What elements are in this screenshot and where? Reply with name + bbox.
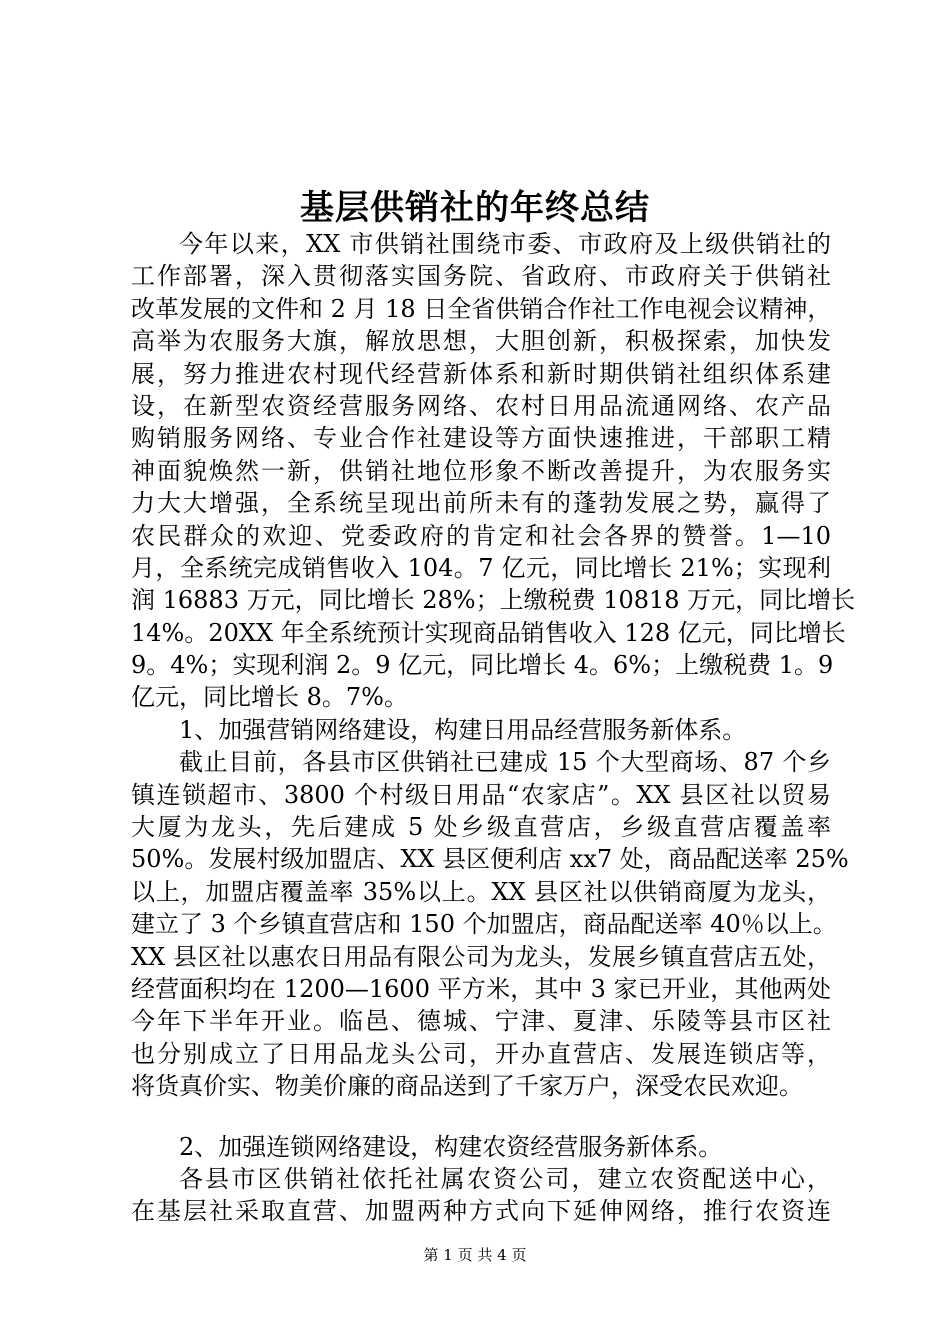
document-title: 基层供销社的年终总结: [300, 188, 650, 228]
paragraph-line: 神面貌焕然一新，供销社地位形象不断改善提升，为农服务实: [131, 456, 831, 485]
paragraph-line: 润 16883 万元，同比增长 28%；上缴税费 10818 万元，同比增长: [131, 586, 856, 615]
paragraph-line: 展，努力推进农村现代经营新体系和新时期供销社组织体系建: [131, 359, 831, 388]
paragraph-line: 建立了 3 个乡镇直营店和 150 个加盟店，商品配送率 40％以上。: [131, 910, 837, 939]
page-footer: 第 1 页 共 4 页: [423, 1246, 527, 1264]
paragraph-line: 将货真价实、物美价廉的商品送到了千家万户，深受农民欢迎。: [131, 1072, 803, 1101]
paragraph-line: XX 县区社以惠农日用品有限公司为龙头，发展乡镇直营店五处，: [131, 942, 831, 971]
paragraph-line: 大厦为龙头，先后建成 5 处乡级直营店，乡级直营店覆盖率: [131, 813, 831, 842]
paragraph-line: 也分别成立了日用品龙头公司，开办直营店、发展连锁店等，: [131, 1039, 831, 1068]
paragraph-spacer: [131, 1103, 831, 1131]
document-body: [131, 228, 856, 1228]
paragraph-line: 农民群众的欢迎、党委政府的肯定和社会各界的赞誉。1—10: [131, 521, 831, 550]
paragraph-line: 力大大增强，全系统呈现出前所未有的蓬勃发展之势，赢得了: [131, 489, 831, 518]
paragraph-line: 今年以来，XX 市供销社围绕市委、市政府及上级供销社的: [179, 230, 831, 258]
paragraph-line: 在基层社采取直营、加盟两种方式向下延伸网络，推行农资连: [131, 1197, 831, 1226]
paragraph-line: 镇连锁超市、3800 个村级日用品“农家店”。XX 县区社以贸易: [131, 780, 831, 809]
paragraph-line: 工作部署，深入贯彻落实国务院、省政府、市政府关于供销社: [131, 262, 831, 291]
paragraph-line: 设，在新型农资经营服务网络、农村日用品流通网络、农产品: [131, 391, 831, 420]
paragraph-3: [131, 1163, 831, 1228]
paragraph-line: 经营面积均在 1200—1600 平方米，其中 3 家已开业，其他两处: [131, 974, 831, 1003]
section-heading-2: 2、加强连锁网络建设，构建农资经营服务新体系。: [179, 1132, 723, 1161]
paragraph-line: 50%。发展村级加盟店、XX 县区便利店 xx7 处，商品配送率 25%: [131, 845, 849, 874]
paragraph-line: 高举为农服务大旗，解放思想，大胆创新，积极探索，加快发: [131, 327, 831, 356]
paragraph-line: 9。4%；实现利润 2。9 亿元，同比增长 4。6%；上缴税费 1。9: [131, 651, 834, 680]
paragraph-line: 截止目前，各县市区供销社已建成 15 个大型商场、87 个乡: [179, 748, 831, 777]
paragraph-line: 各县市区供销社依托社属农资公司，建立农资配送中心，: [179, 1164, 831, 1193]
paragraph-2: [131, 746, 849, 1102]
paragraph-line: 月，全系统完成销售收入 104。7 亿元，同比增长 21%；实现利: [131, 553, 831, 582]
paragraph-line: 改革发展的文件和 2 月 18 日全省供销合作社工作电视会议精神，: [131, 294, 832, 323]
paragraph-line: 今年下半年开业。临邑、德城、宁津、夏津、乐陵等县市区社: [131, 1007, 831, 1036]
paragraph-line: 以上，加盟店覆盖率 35%以上。XX 县区社以供销商厦为龙头，: [131, 877, 831, 906]
paragraph-line: 购销服务网络、专业合作社建设等方面快速推进，干部职工精: [131, 424, 831, 453]
paragraph-1: [131, 228, 856, 714]
paragraph-line: 14%。20XX 年全系统预计实现商品销售收入 128 亿元，同比增长: [131, 618, 846, 647]
section-heading-1: 1、加强营销网络建设，构建日用品经营服务新体系。: [179, 715, 747, 744]
paragraph-line: 亿元，同比增长 8。7%。: [131, 683, 408, 712]
